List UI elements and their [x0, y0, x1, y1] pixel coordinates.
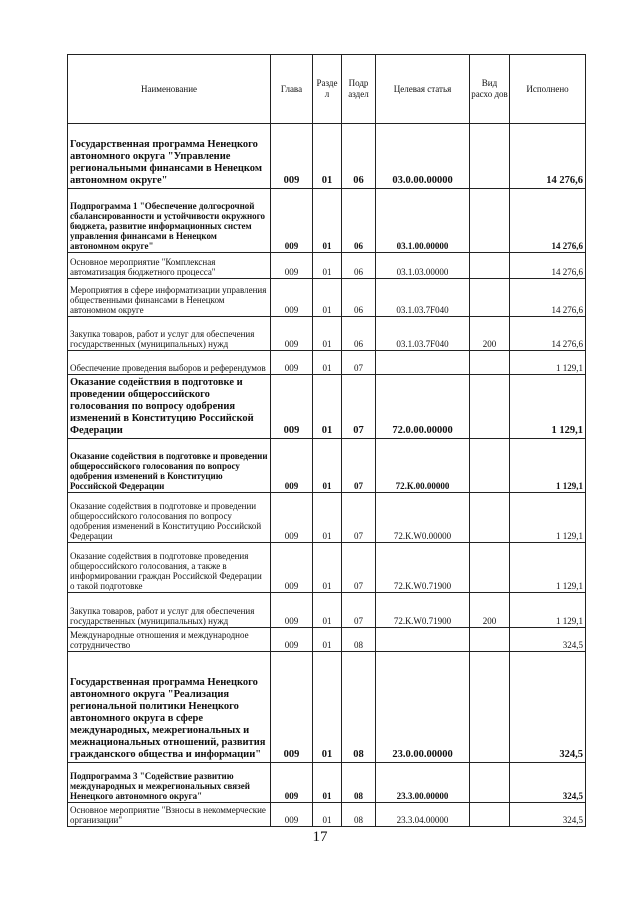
- row-target-article: 23.3.00.00000: [376, 763, 470, 803]
- row-subsection: 07: [342, 375, 376, 439]
- row-target-article: 72.К.W0.71900: [376, 543, 470, 593]
- row-expense-type: 200: [470, 593, 510, 628]
- row-expense-type: [470, 493, 510, 543]
- row-subsection: 06: [342, 124, 376, 189]
- row-expense-type: [470, 652, 510, 763]
- row-target-article: 03.1.03.00000: [376, 253, 470, 279]
- header-chapter: Глава: [271, 55, 313, 124]
- row-subsection: 08: [342, 803, 376, 827]
- row-section: 01: [313, 543, 342, 593]
- row-name: Основное мероприятие "Комплексная автоматизация бюджетного процесса": [68, 253, 271, 279]
- row-target-article: 03.1.00.00000: [376, 189, 470, 253]
- row-executed: 324,5: [510, 628, 586, 652]
- header-expense-type: Вид расхо дов: [470, 55, 510, 124]
- row-target-article: [376, 351, 470, 375]
- row-subsection: 06: [342, 189, 376, 253]
- row-chapter: 009: [271, 279, 313, 317]
- row-chapter: 009: [271, 253, 313, 279]
- row-executed: 324,5: [510, 763, 586, 803]
- row-expense-type: [470, 763, 510, 803]
- row-subsection: 07: [342, 439, 376, 493]
- row-target-article: 03.1.03.7F040: [376, 279, 470, 317]
- row-target-article: 23.3.04.00000: [376, 803, 470, 827]
- table-row: [68, 375, 586, 439]
- row-expense-type: [470, 543, 510, 593]
- row-name: Подпрограмма 3 "Содействие развитию международных и межрегиональных связей Ненецкого автономного округа": [68, 763, 271, 803]
- table-row: [68, 124, 586, 189]
- row-name: Государственная программа Ненецкого автономного округа "Реализация региональной политики Ненецкого автономного округа в сфере международных, межрегиональных и межнациональных отношений, развития гражданского общества и информации": [68, 652, 271, 763]
- row-section: 01: [313, 317, 342, 351]
- table-row: [68, 189, 586, 253]
- row-name: Основное мероприятие "Взносы в некоммерческие организации": [68, 803, 271, 827]
- row-target-article: 72.К.W0.71900: [376, 593, 470, 628]
- row-expense-type: [470, 124, 510, 189]
- row-expense-type: [470, 375, 510, 439]
- table-row: [68, 253, 586, 279]
- row-expense-type: [470, 628, 510, 652]
- row-section: 01: [313, 189, 342, 253]
- budget-execution-table: [67, 54, 586, 827]
- row-executed: 14 276,6: [510, 189, 586, 253]
- row-section: 01: [313, 279, 342, 317]
- row-executed: 1 129,1: [510, 351, 586, 375]
- row-executed: 1 129,1: [510, 375, 586, 439]
- row-name: Государственная программа Ненецкого автономного округа "Управление региональными финансами в Ненецком автономном округе": [68, 124, 271, 189]
- row-section: 01: [313, 763, 342, 803]
- row-chapter: 009: [271, 593, 313, 628]
- row-executed: 1 129,1: [510, 593, 586, 628]
- row-chapter: 009: [271, 317, 313, 351]
- row-executed: 324,5: [510, 803, 586, 827]
- row-name: Подпрограмма 1 "Обеспечение долгосрочной сбалансированности и устойчивости окружного бюджета, развитие информационных систем управления финансами в Ненецком автономном округе": [68, 189, 271, 253]
- row-name: Закупка товаров, работ и услуг для обеспечения государственных (муниципальных) нужд: [68, 317, 271, 351]
- row-expense-type: [470, 189, 510, 253]
- row-section: 01: [313, 351, 342, 375]
- row-subsection: 06: [342, 253, 376, 279]
- row-section: 01: [313, 493, 342, 543]
- row-chapter: 009: [271, 124, 313, 189]
- row-target-article: 23.0.00.00000: [376, 652, 470, 763]
- table-row: [68, 351, 586, 375]
- table-row: [68, 593, 586, 628]
- header-target-article: Целевая статья: [376, 55, 470, 124]
- header-subsection: Подр аздел: [342, 55, 376, 124]
- row-name: Международные отношения и международное сотрудничество: [68, 628, 271, 652]
- table-row: [68, 763, 586, 803]
- row-section: 01: [313, 375, 342, 439]
- row-subsection: 06: [342, 317, 376, 351]
- row-chapter: 009: [271, 763, 313, 803]
- row-target-article: 72.К.00.00000: [376, 439, 470, 493]
- row-chapter: 009: [271, 375, 313, 439]
- row-chapter: 009: [271, 493, 313, 543]
- page-number: 17: [312, 829, 328, 845]
- row-target-article: 72.К.W0.00000: [376, 493, 470, 543]
- row-name: Закупка товаров, работ и услуг для обеспечения государственных (муниципальных) нужд: [68, 593, 271, 628]
- row-executed: 14 276,6: [510, 279, 586, 317]
- row-chapter: 009: [271, 628, 313, 652]
- row-subsection: 08: [342, 628, 376, 652]
- header-name: Наименование: [68, 55, 271, 124]
- row-subsection: 07: [342, 593, 376, 628]
- header-executed: Исполнено: [510, 55, 586, 124]
- row-name: Оказание содействия в подготовке и проведении общероссийского голосования по вопросу одобрения изменений в Конституцию Российской Федерации: [68, 375, 271, 439]
- row-section: 01: [313, 803, 342, 827]
- row-chapter: 009: [271, 439, 313, 493]
- row-target-article: 03.0.00.00000: [376, 124, 470, 189]
- row-section: 01: [313, 253, 342, 279]
- row-chapter: 009: [271, 652, 313, 763]
- row-chapter: 009: [271, 189, 313, 253]
- row-expense-type: [470, 351, 510, 375]
- row-section: 01: [313, 652, 342, 763]
- row-executed: 14 276,6: [510, 253, 586, 279]
- row-executed: 324,5: [510, 652, 586, 763]
- row-target-article: 03.1.03.7F040: [376, 317, 470, 351]
- row-name: Оказание содействия в подготовке проведения общероссийского голосования, а также в информировании граждан Российской Федерации о такой подготовке: [68, 543, 271, 593]
- row-section: 01: [313, 593, 342, 628]
- row-expense-type: [470, 279, 510, 317]
- row-section: 01: [313, 628, 342, 652]
- table-row: [68, 628, 586, 652]
- table-row: [68, 317, 586, 351]
- row-target-article: 72.0.00.00000: [376, 375, 470, 439]
- header-section: Разде л: [313, 55, 342, 124]
- row-name: Мероприятия в сфере информатизации управления общественными финансами в Ненецком автономном округе: [68, 279, 271, 317]
- row-executed: 1 129,1: [510, 439, 586, 493]
- row-name: Обеспечение проведения выборов и референдумов: [68, 351, 271, 375]
- row-subsection: 08: [342, 652, 376, 763]
- row-executed: 14 276,6: [510, 317, 586, 351]
- row-executed: 1 129,1: [510, 543, 586, 593]
- row-chapter: 009: [271, 351, 313, 375]
- row-subsection: 08: [342, 763, 376, 803]
- row-name: Оказание содействия в подготовке и проведении общероссийского голосования по вопросу одобрения изменений в Конституцию Российской Федерации: [68, 439, 271, 493]
- row-executed: 14 276,6: [510, 124, 586, 189]
- row-subsection: 07: [342, 543, 376, 593]
- row-chapter: 009: [271, 803, 313, 827]
- table-row: [68, 279, 586, 317]
- row-expense-type: [470, 803, 510, 827]
- table-row: [68, 543, 586, 593]
- table-row: [68, 493, 586, 543]
- row-subsection: 06: [342, 279, 376, 317]
- row-expense-type: [470, 439, 510, 493]
- row-target-article: [376, 628, 470, 652]
- table-header-row: [68, 55, 586, 124]
- row-name: Оказание содействия в подготовке и проведении общероссийского голосования по вопросу одобрения изменений в Конституцию Российской Федерации: [68, 493, 271, 543]
- row-expense-type: [470, 253, 510, 279]
- table-row: [68, 652, 586, 763]
- table-row: [68, 439, 586, 493]
- row-executed: 1 129,1: [510, 493, 586, 543]
- row-chapter: 009: [271, 543, 313, 593]
- row-section: 01: [313, 124, 342, 189]
- row-subsection: 07: [342, 493, 376, 543]
- row-subsection: 07: [342, 351, 376, 375]
- row-expense-type: 200: [470, 317, 510, 351]
- row-section: 01: [313, 439, 342, 493]
- table-row: [68, 803, 586, 827]
